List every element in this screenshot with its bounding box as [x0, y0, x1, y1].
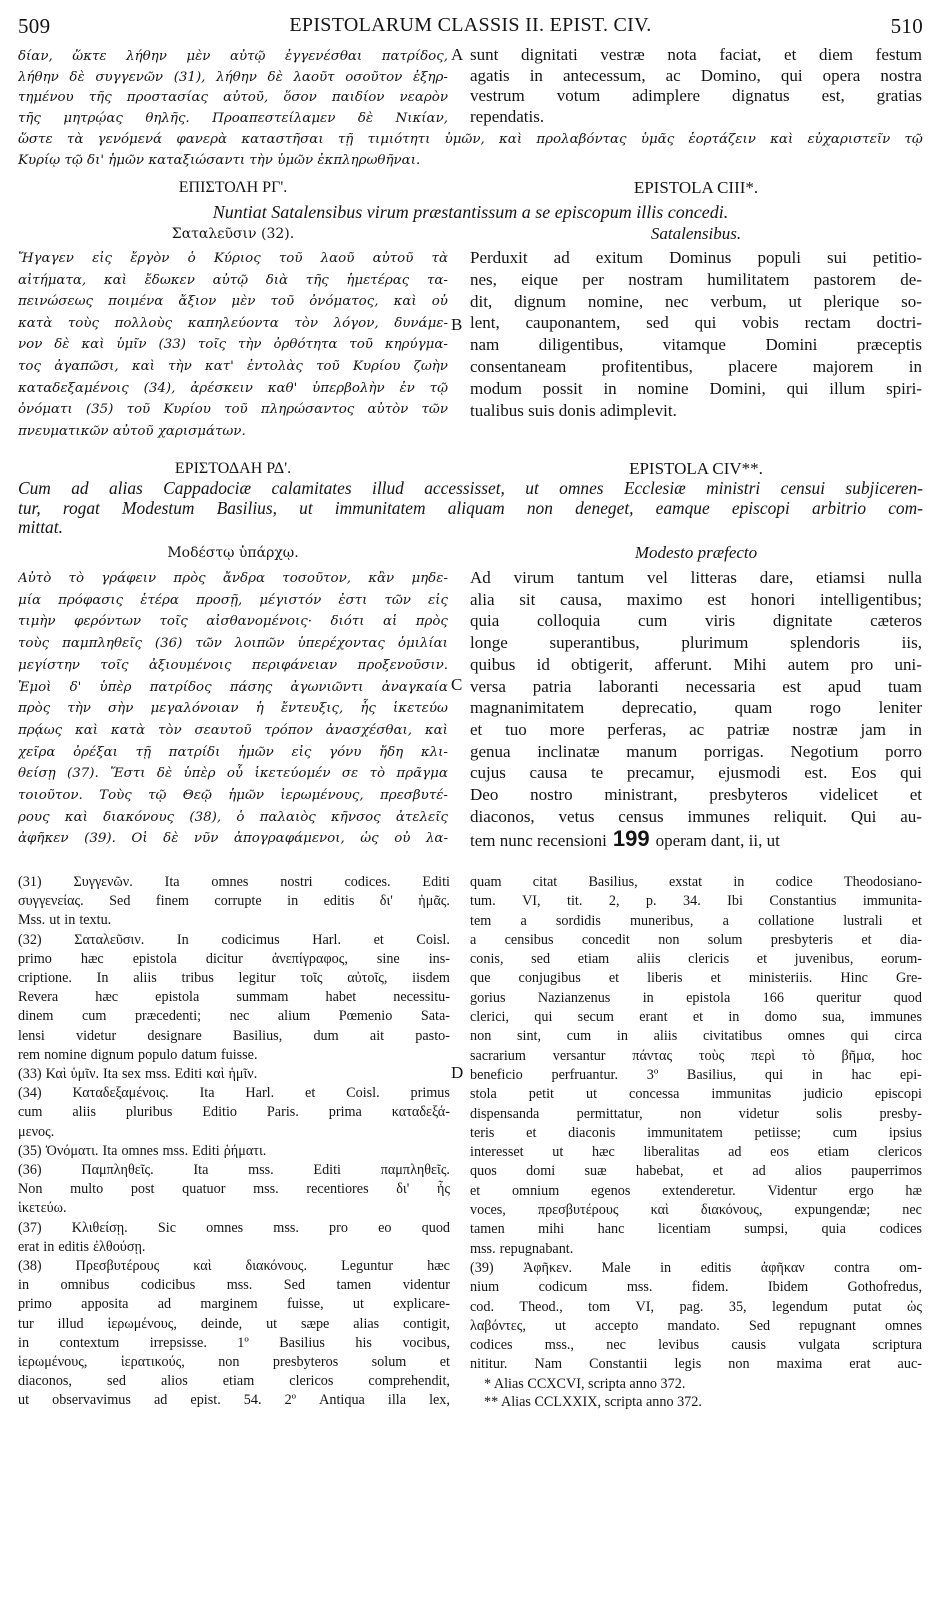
greek-line: ὥστε τὰ γενόμενά φανερὰ καταστῆσαι τῇ τιμιότητι ὑμῶν, καὶ προλαβόντας ὑμᾶς ἑορτάζειν καὶ εὐχαριστεῖν τῷ [18, 132, 923, 147]
note-line: voces, πρεσβυτέρους καὶ διακόνους, expungendæ; nec [470, 1202, 922, 1219]
note-line: (36) Παμπληθεῖς. Ita mss. Editi παμπληθεῖς. [18, 1162, 450, 1179]
latin-line: Ad virum tantum vel litteras dare, etiamsi nulla [470, 568, 922, 587]
greek-line: πνευματικῶν αὐτοῦ χαρισμάτων. [18, 423, 246, 439]
greek-line: πρὸς τὴν σὴν μεγαλόνοιαν ἡ ἔντευξις, ἧς ἱκετεύω [18, 701, 448, 717]
latin-line: magnanimitatem deprecatio, quam rogo leniter [470, 698, 922, 718]
note-line: μενος. [18, 1123, 55, 1140]
greek-line: κατὰ τοὺς πολλοὺς καπηλεύοντα τὸν λόγον, δυνάμε- [18, 315, 448, 331]
latin-line: quibus id obtigerit, afferunt. Mihi autem pro uni- [470, 654, 922, 674]
note-line: Mss. ut in textu. [18, 912, 112, 929]
latin-last-after: operam dant, ii, ut [655, 831, 780, 850]
margin-marker-d: D [451, 1063, 464, 1082]
greek-line: τοιοῦτον. Τοὺς τῷ Θεῷ ἡμῶν ἱερωμένους, πρεσβυτέ- [18, 788, 448, 804]
latin-line: et tuo more perferas, ac patriæ nostræ jam in [470, 719, 922, 739]
note-line: Non multo post quatuor mss. recentiores δι' ἧς [18, 1181, 450, 1198]
greek-line: καταδεξαμένοις (34), ἀρέσκειν καθ' ὑπερβολὴν ἐν τῷ [18, 380, 448, 396]
note-line: sacrarium versantur πάντας τοὺς περὶ τὸ βῆμα, hoc [470, 1047, 922, 1064]
note-line: dinem cum præcedenti; nec alium Pœmenio Sata- [18, 1008, 450, 1025]
ep103-greek-heading: ΕΠΙΣΤΟΛΗ ΡΓ'. [178, 179, 288, 196]
note-line: λαβόντες, ut accepto mandato. Sed repugnant omnes [470, 1317, 922, 1334]
note-line: tum. VI, tit. 2, p. 34. Ibi Constantius immunita- [470, 893, 922, 910]
note-line: quam citat Basilius, exstat in codice Theodosiano- [470, 874, 922, 890]
greek-line: λήθην δὲ συγγενῶν (31), λήθην δὲ λαοῦτ οσοῦτον ἐξηρ- [18, 69, 448, 85]
note-line: gorius Nazianzenus in epistola 166 queritur quod [470, 989, 922, 1006]
note-line: nium codicum mss. fidem. Ibidem Gothofredus, [470, 1279, 922, 1296]
greek-line: τος ἀγαπῶσι, καὶ τὴν κατ' ἐντολὰς τοῦ Κυρίου ζωὴν [18, 358, 448, 374]
greek-line: νον δὲ καὶ ὑμῖν (33) τοῖς τὴν ὀρθότητα τοῦ κηρύγμα- [18, 337, 448, 353]
greek-line: Ἤγαγεν εἰς ἔργὸν ὁ Κύριος τοῦ λαοῦ αὐτοῦ τὰ [18, 251, 448, 266]
greek-line: ρους καὶ διακόνους (38), ὁ παλαιὸς κῆνσος ἀτελεῖς [18, 809, 448, 825]
greek-line: δίαν, ὥκτε λήθην μὲν αὐτῷ ἐγγενέσθαι πατρίδος, [18, 49, 448, 64]
note-line: (31) Συγγενῶν. Ita omnes nostri codices. Editi [18, 874, 450, 890]
ep104-latin-heading: EPISTOLA CIV**. [629, 459, 763, 478]
running-title: EPISTOLARUM CLASSIS II. EPIST. CIV. [289, 14, 652, 36]
note-line: cod. Theod., tom VI, pag. 35, legendum putat ὡς [470, 1298, 922, 1315]
margin-marker-b: B [451, 315, 463, 334]
notes-right-column [470, 873, 922, 1375]
ep103-latin-column [470, 247, 922, 421]
note-line: (32) Σαταλεῦσιν. In codicimus Harl. et Coisl. [18, 931, 450, 948]
note-line: (38) Πρεσβυτέρους καὶ διακόνους. Leguntur hæc [18, 1258, 450, 1275]
top-latin-column [470, 45, 922, 127]
latin-line: sunt dignitati vestræ nota faciat, et diem festum [470, 45, 922, 64]
latin-line: modum possit in nomine Domini, qui illum spiri- [470, 378, 922, 398]
greek-line: αἰτήματα, καὶ ἔδωκεν αὐτῷ διὰ τῆς ἡμετέρας τα- [18, 272, 448, 288]
note-line: tur illud ἱερωμένους, deinde, ut sæpe alias contigit, [18, 1315, 450, 1332]
greek-line: τοὺς παμπληθεῖς (36) τῶν λοιπῶν ὑπερέχοντας ὁμιλίαι [18, 636, 448, 652]
footnote-line: * Alias CCXCVI, scripta anno 372. [484, 1376, 686, 1392]
latin-line: nam diligentibus, vitamque Domini præceptis [470, 335, 922, 355]
latin-line: longe superantibus, plurimum splendoris iis, [470, 633, 922, 653]
note-line: tamen mihi hanc licentiam sumpsi, quia codices [470, 1221, 922, 1238]
top-greek-column [18, 47, 448, 129]
note-line: (35) Ὀνόματι. Ita omnes mss. Editi ῥήματι. [18, 1142, 267, 1159]
latin-line: versa patria laboranti necessaria est apud tuam [470, 676, 922, 696]
note-line: nititur. Nam Constantii legis non maxima erat auc- [470, 1356, 922, 1373]
note-line: ut observavimus ad epist. 54. 2º Antiqua illa lex, [18, 1392, 450, 1409]
greek-line: μεγίστην τοῖς ἀξιουμένοις περιφάνειαν προξενοῦσιν. [18, 657, 448, 673]
ep103-latin-heading: EPISTOLA CIII*. [633, 178, 759, 197]
note-line: Revera hæc epistola summam habet necessitu- [18, 989, 450, 1006]
greek-line: τημένου τῆς προστασίας αὐτοῦ, ὅσον παιδίον νεαρὸν [18, 90, 448, 105]
latin-line: quia colloquia cum viris dignitate cæteros [470, 611, 922, 631]
note-line: (37) Κλιθείσῃ. Sic omnes mss. pro eo quod [18, 1219, 450, 1236]
greek-line: Κυρίῳ τῷ δι' ἡμῶν καταξιώσαντι τὴν ὑμῶν ἐκπληρωθῆναι. [18, 153, 421, 168]
greek-line: τῆς μητρῴας θηλῆς. Προαπεστείλαμεν δὲ Νικίαν, [18, 110, 448, 126]
note-line: in omnibus codicibus mss. Sed tamen videntur [18, 1277, 450, 1294]
ep104-latin-last-line [470, 828, 922, 852]
latin-line: cujus causa te precamur, ejusmodi est. Eos qui [470, 763, 922, 783]
note-line: cum aliis pluribus Editio Paris. prima καταδεξά- [18, 1104, 450, 1121]
ep103-greek-column [18, 248, 448, 442]
note-line: interesset ut hæc liberalitas ad eos etiam clericos [470, 1144, 922, 1161]
note-line: primo hæc epistola dicitur ἀνεπίγραφος, sine ins- [18, 950, 450, 967]
ep104-summary [18, 479, 923, 538]
note-line: conis, sed etiam aliis clericis et juvenibus, eorum- [470, 951, 922, 968]
latin-line: Deo nostro ministrant, presbyteros videlicet et [470, 785, 922, 805]
latin-line: genua inclinatæ manum porrigas. Negotium porro [470, 741, 922, 761]
note-line: ἱκετεύω. [18, 1200, 67, 1217]
note-line: (34) Καταδεξαμένοις. Ita Harl. et Coisl. primus [18, 1085, 450, 1102]
margin-marker-c: C [451, 675, 463, 694]
note-line: a censibus concedit non solum presbyteris et dia- [470, 931, 922, 948]
note-line: beneficio perfruantur. 3º Basilius, qui in hac epi- [470, 1066, 922, 1083]
greek-line: πεινώσεως ποιμένα ἄξιον μὲν τοῦ ὀνόματος, καὶ οὐ [18, 294, 448, 310]
latin-last-before: tem nunc recensioni [470, 831, 607, 850]
note-line: tem a sordidis muneribus, a collatione lustrali et [470, 912, 922, 929]
footnotes [484, 1375, 924, 1411]
note-line: teris et diaconis immunitatem petiisse; cum ipsius [470, 1124, 922, 1141]
note-line: (33) Καὶ ὑμῖν. Ita sex mss. Editi καὶ ἡμῖν. [18, 1066, 258, 1083]
ep104-latin-column [470, 567, 922, 827]
note-line: lensi videtur designare Basilius, dum ait pasto- [18, 1027, 450, 1044]
ep103-latin-addressee: Satalensibus. [650, 224, 742, 243]
ep104-greek-heading: ΕΡΙΣΤΟΔΑΗ ΡΔ'. [174, 460, 292, 477]
greek-line: θείσῃ (37). Ἔστι δὲ ὑπὲρ οὗ ἱκετεύομέν σε τὸ πρᾶγμα [18, 766, 448, 782]
running-head [18, 14, 923, 40]
greek-line: ἀφῆκεν (39). Οἱ δὲ νῦν ἀπογραφάμενοι, ὡς οὐ λα- [18, 831, 448, 847]
note-line: mss. repugnabant. [470, 1240, 574, 1257]
latin-line: rependatis. [470, 106, 545, 126]
notes-left-column [18, 873, 450, 1411]
note-line: in contextum irrepsisse. 1º Basilius his vocibus, [18, 1334, 450, 1351]
latin-line: diaconos, vetus census immunes reliquit. Qui au- [470, 806, 922, 826]
ep104-greek-addressee: Μοδέστῳ ὑπάρχῳ. [167, 545, 299, 561]
note-line: codices mss., nec levibus causis vulgata scriptura [470, 1337, 922, 1354]
page-number-left: 509 [18, 14, 51, 38]
ep104-latin-addressee: Modesto præfecto [634, 543, 758, 562]
latin-line: vestrum votum adimplere dignatus est, gratias [470, 86, 922, 105]
footnote-line: ** Alias CCLXXIX, scripta anno 372. [484, 1394, 702, 1410]
ep103-greek-addressee: Σαταλεῦσιν (32). [171, 226, 295, 242]
latin-line: lent, cauponantem, sed qui vobis rectam doctri- [470, 313, 922, 333]
latin-line: tualibus suis donis adimplevit. [470, 400, 677, 420]
greek-line: μία πρόφασις ἑτέρα προσῇ, μέγιστόν ἐστι τῶν εἰς [18, 592, 448, 608]
note-line: dispensanda permittatur, non videtur solis presby- [470, 1105, 922, 1122]
latin-line: nes, eique per nostram humilitatem pastorem de- [470, 269, 922, 289]
inline-page-number: 199 [612, 828, 650, 851]
latin-line: consentaneam profitentibus, placere majorem in [470, 356, 922, 376]
note-line: non sint, cum in aliis civitatibus omnes qui circa [470, 1028, 922, 1045]
latin-line: dit, dignum nomine, nec verbum, ut plerique so- [470, 291, 922, 311]
greek-line: τιμὴν φερόντων τοῖς αἰσθανομένοις· διότι αἱ πρὸς [18, 614, 448, 630]
latin-line: agatis in antecessum, ac Domino, qui opera nostra [470, 65, 922, 85]
note-line: et omnium egenos extenderetur. Videntur ergo hæ [470, 1182, 922, 1199]
summary-line: tur, rogat Modestum Basilius, ut immunitatem aliquam non deneget, eamque episcopi arbitrio com- [18, 497, 923, 518]
page-number-right: 510 [890, 14, 923, 38]
note-line: clerici, qui secum erant et in domo sua, immunes [470, 1009, 922, 1026]
note-line: erat in editis ἐλθούσῃ. [18, 1238, 146, 1255]
margin-marker-a: A [451, 45, 464, 64]
ep103-summary: Nuntiat Satalensibus virum præstantissum a se episcopum illis concedi. [212, 202, 729, 222]
note-line: ἱερωμένους, ἱερατικούς, non presbyteros solum et [18, 1354, 450, 1371]
note-line: συγγενείας. Sed finem corrupte in editis δι' ἡμᾶς. [18, 893, 450, 910]
greek-line: ὀνόματι (35) τοῦ Κυρίου τοῦ πληρώσαντος αὐτὸν τῶν [18, 402, 448, 418]
note-line: (39) Ἀφῆκεν. Male in editis ἀφῆκαν contra om- [470, 1259, 922, 1276]
ep104-greek-column [18, 568, 448, 850]
note-line: quos domi suæ habebat, et ad alios pauperrimos [470, 1163, 922, 1180]
greek-line: Ἐμοὶ δ' ὑπὲρ πατρίδος πάσης ἀγωνιῶντι ἀναγκαία [18, 679, 448, 695]
note-line: que conjugibus et liberis et ministeriis. Hinc Gre- [470, 970, 922, 987]
note-line: diaconos, sed alios etiam clericos comprehendit, [18, 1373, 450, 1390]
note-line: criptione. In aliis tribus legitur τοῖς αὐτοῖς, iisdem [18, 970, 450, 987]
greek-line: Αὐτὸ τὸ γράφειν πρὸς ἄνδρα τοσοῦτον, κἂν μηδε- [18, 571, 448, 586]
note-line: rem nomine dignum populo datum fuisse. [18, 1046, 258, 1063]
summary-line: mittat. [18, 517, 63, 537]
note-line: primo apposita ad marginem fuisse, ut explicare- [18, 1296, 450, 1313]
top-greek-full [18, 129, 923, 171]
summary-line: Cum ad alias Cappadociæ calamitates illud accessisset, ut omnes Ecclesiæ ministri censui subjiceren- [18, 479, 923, 498]
greek-line: πρᾴως καὶ κατὰ τὸν σεαυτοῦ τρόπον ἀνασχέσθαι, καὶ [18, 722, 448, 738]
latin-line: Perduxit ad exitum Dominus populi sui petitio- [470, 248, 922, 267]
latin-line: alia sit causa, maximo est honori intelligentibus; [470, 589, 922, 609]
greek-line: χεῖρα ὀρέξαι τῇ πατρίδι ἡμῶν εἰς γόνυ ἤδη κλι- [18, 744, 448, 760]
note-line: stola petit ut concessa immunitas judicio episcopi [470, 1086, 922, 1103]
